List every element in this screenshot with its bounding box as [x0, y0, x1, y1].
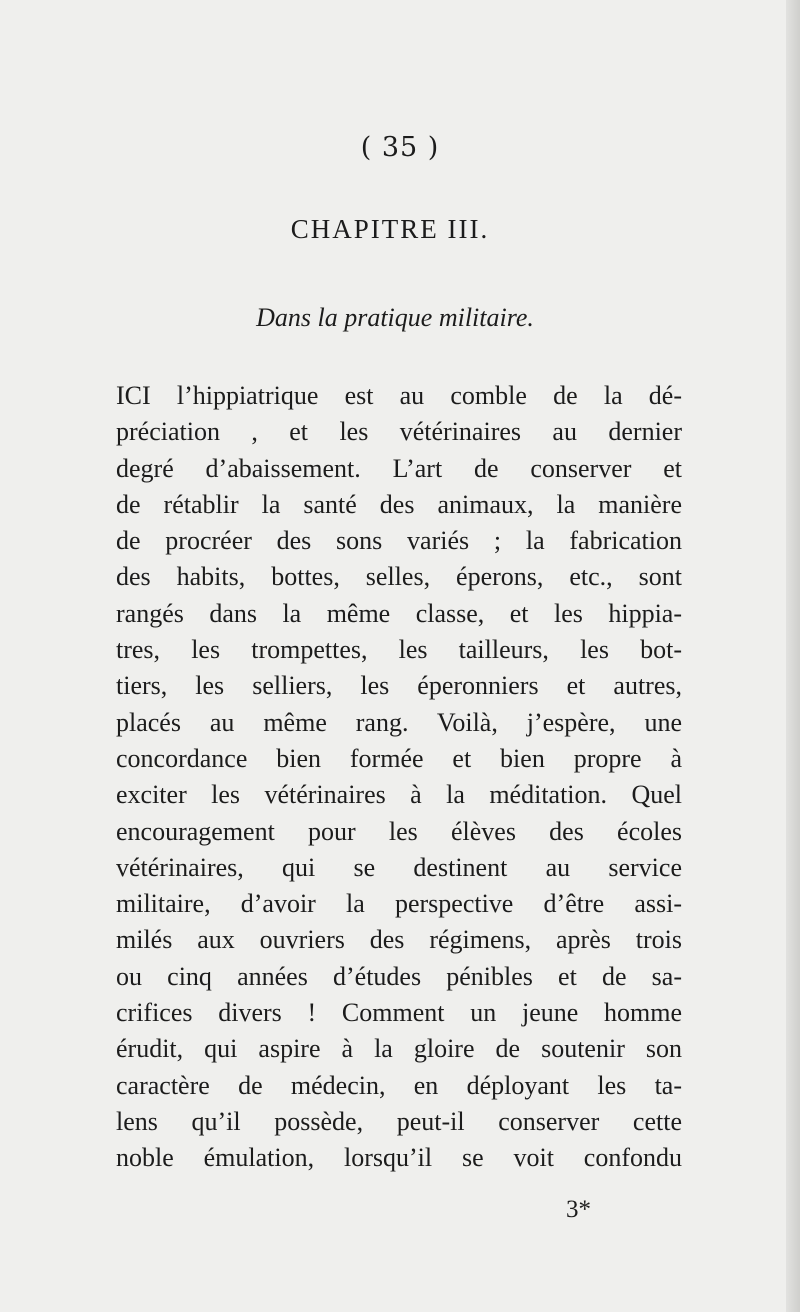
page-edge-shadow — [786, 0, 800, 1312]
text-line: crifices divers ! Comment un jeune homme — [116, 998, 682, 1028]
text-line: ou cinq années d’études pénibles et de sa- — [116, 961, 682, 991]
text-line: de procréer des sons variés ; la fabrication — [116, 526, 682, 556]
text-line: concordance bien formée et bien propre à — [116, 743, 682, 773]
text-line: exciter les vétérinaires à la méditation. Quel — [116, 780, 682, 810]
signature-mark: 3* — [566, 1196, 591, 1223]
text-line: de rétablir la santé des animaux, la manière — [116, 489, 682, 519]
text-line: placés au même rang. Voilà, j’espère, une — [116, 707, 682, 737]
text-line: tiers, les selliers, les éperonniers et autres, — [116, 671, 682, 701]
chapter-subtitle: Dans la pratique militaire. — [256, 303, 534, 332]
chapter-title: CHAPITRE III. — [290, 214, 490, 244]
text-line: caractère de médecin, en déployant les ta- — [116, 1070, 682, 1100]
text-line: noble émulation, lorsqu’il se voit confondu — [116, 1143, 682, 1173]
text-line: encouragement pour les élèves des écoles — [116, 816, 682, 846]
text-line: lens qu’il possède, peut-il conserver cette — [116, 1106, 682, 1136]
text-line: milés aux ouvriers des régimens, après trois — [116, 925, 682, 955]
page-number: ( 35 ) — [360, 132, 440, 163]
text-line: militaire, d’avoir la perspective d’être assi- — [116, 889, 682, 919]
text-line: des habits, bottes, selles, éperons, etc., sont — [116, 562, 682, 592]
text-line: degré d’abaissement. L’art de conserver et — [116, 453, 682, 483]
text-line: vétérinaires, qui se destinent au service — [116, 852, 682, 882]
text-line: préciation , et les vétérinaires au dernier — [116, 417, 682, 447]
text-line: rangés dans la même classe, et les hippia- — [116, 598, 682, 628]
text-line: ICI l’hippiatrique est au comble de la dé- — [116, 381, 682, 410]
body-text — [116, 378, 682, 1177]
text-line: érudit, qui aspire à la gloire de soutenir son — [116, 1034, 682, 1064]
text-line: tres, les trompettes, les tailleurs, les bot- — [116, 635, 682, 665]
